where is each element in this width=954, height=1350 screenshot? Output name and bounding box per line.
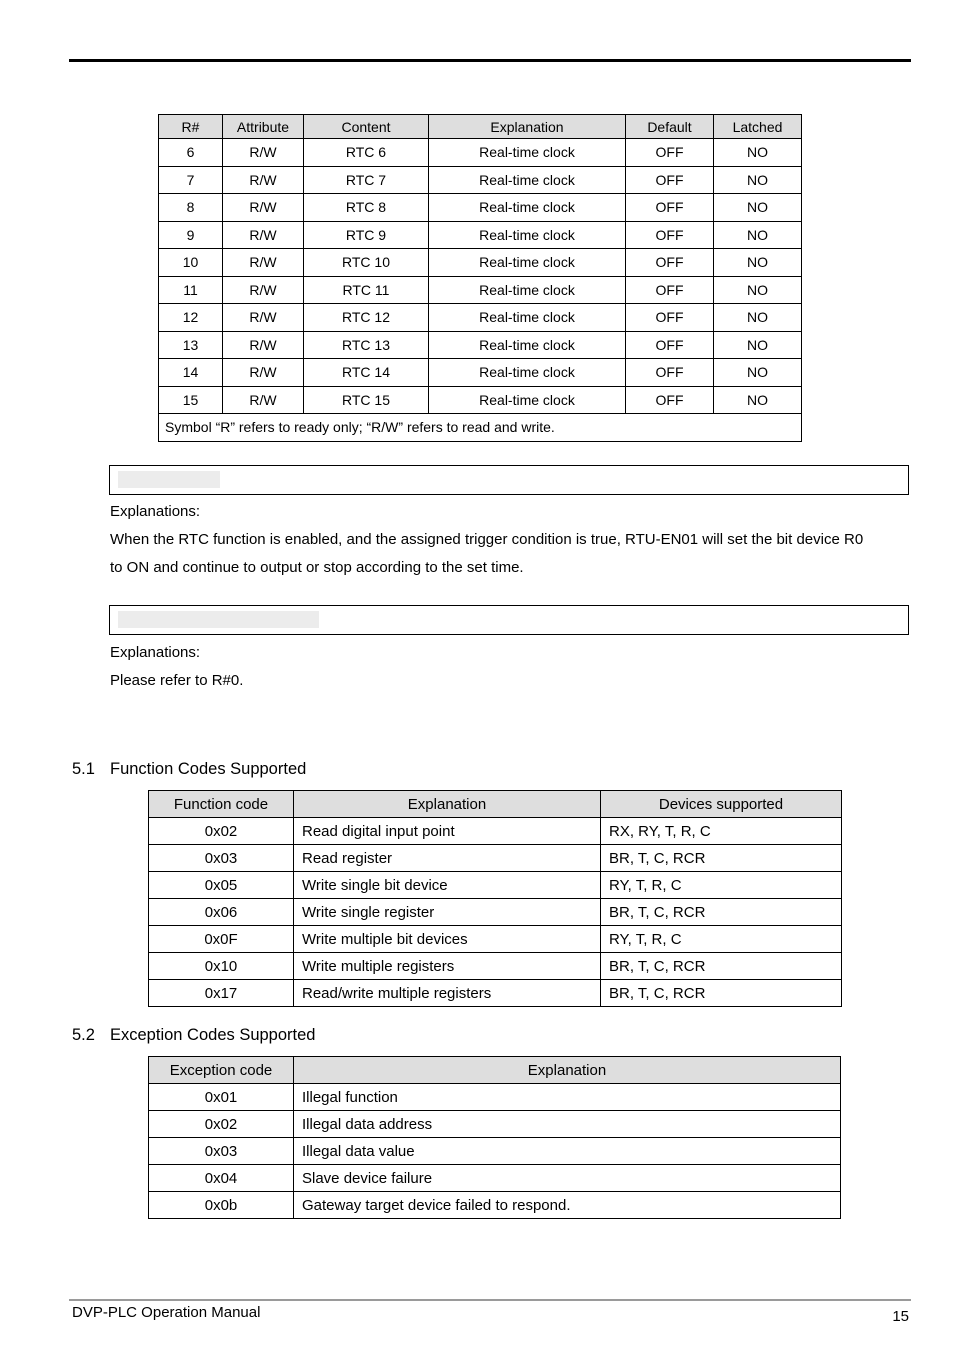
table-cell: R/W xyxy=(223,249,304,277)
table-row xyxy=(149,818,842,845)
table-cell: RTC 6 xyxy=(304,139,429,167)
section-heading-5-2 xyxy=(72,1026,315,1045)
table-row xyxy=(159,304,802,332)
table-row xyxy=(149,1084,841,1111)
column-header: Default xyxy=(626,115,714,139)
table-cell: Real-time clock xyxy=(429,304,626,332)
table-row xyxy=(149,926,842,953)
table-cell: Slave device failure xyxy=(294,1165,841,1192)
table-cell: RTC 12 xyxy=(304,304,429,332)
table-cell: OFF xyxy=(626,221,714,249)
table-row xyxy=(159,331,802,359)
table-cell: Illegal data value xyxy=(294,1138,841,1165)
table-cell: 11 xyxy=(159,276,223,304)
table-cell: Real-time clock xyxy=(429,331,626,359)
table-cell: RTC 11 xyxy=(304,276,429,304)
table-row xyxy=(159,249,802,277)
explanation-text: to ON and continue to output or stop according to the set time. xyxy=(110,559,524,576)
table-cell: R/W xyxy=(223,194,304,222)
table-cell: OFF xyxy=(626,304,714,332)
page-number: 15 xyxy=(892,1308,909,1325)
register-title-box xyxy=(109,605,909,635)
explanation-text: When the RTC function is enabled, and the assigned trigger condition is true, RTU-EN01 will set the bit device R0 xyxy=(110,531,864,548)
section-title: Function Codes Supported xyxy=(110,760,307,778)
table-cell: 0x02 xyxy=(149,1111,294,1138)
table-cell: Read register xyxy=(294,845,601,872)
table-header-row xyxy=(159,115,802,139)
table-row xyxy=(159,139,802,167)
table-row xyxy=(159,276,802,304)
table-cell: OFF xyxy=(626,276,714,304)
header-rule xyxy=(69,59,911,62)
table-cell: Real-time clock xyxy=(429,249,626,277)
table-header-row xyxy=(149,1057,841,1084)
footer-title: DVP-PLC Operation Manual xyxy=(72,1304,261,1321)
table-cell: Real-time clock xyxy=(429,166,626,194)
table-cell: 15 xyxy=(159,386,223,414)
table-cell: RTC 15 xyxy=(304,386,429,414)
column-header: Attribute xyxy=(223,115,304,139)
table-cell: NO xyxy=(714,276,802,304)
table-cell: 7 xyxy=(159,166,223,194)
table-cell: Gateway target device failed to respond. xyxy=(294,1192,841,1219)
table-row xyxy=(159,166,802,194)
section-heading-5-1 xyxy=(72,760,306,779)
explanation-text: Please refer to R#0. xyxy=(110,672,244,689)
table-cell: RTC 10 xyxy=(304,249,429,277)
table-row xyxy=(149,1111,841,1138)
section-title: Exception Codes Supported xyxy=(110,1026,316,1044)
table-cell: 8 xyxy=(159,194,223,222)
table-cell: OFF xyxy=(626,331,714,359)
table-cell: R/W xyxy=(223,139,304,167)
table-cell: OFF xyxy=(626,166,714,194)
table-cell: 0x02 xyxy=(149,818,294,845)
table-cell: 12 xyxy=(159,304,223,332)
table-cell: OFF xyxy=(626,139,714,167)
table-cell: BR, T, C, RCR xyxy=(601,899,842,926)
table-cell: 0x05 xyxy=(149,872,294,899)
table-cell: 0x01 xyxy=(149,1084,294,1111)
column-header: Explanation xyxy=(429,115,626,139)
table-cell: NO xyxy=(714,139,802,167)
table-cell: Write single bit device xyxy=(294,872,601,899)
table-cell: Read digital input point xyxy=(294,818,601,845)
table-cell: NO xyxy=(714,331,802,359)
table-cell: 0x0b xyxy=(149,1192,294,1219)
table-cell: NO xyxy=(714,359,802,387)
table-cell: 0x06 xyxy=(149,899,294,926)
table-cell: 9 xyxy=(159,221,223,249)
explanations-label: Explanations: xyxy=(110,503,201,520)
table-cell: Real-time clock xyxy=(429,276,626,304)
column-header: Latched xyxy=(714,115,802,139)
section-number: 5.1 xyxy=(72,760,95,778)
table-cell: Write single register xyxy=(294,899,601,926)
table-cell: Real-time clock xyxy=(429,221,626,249)
table-cell: NO xyxy=(714,166,802,194)
table-cell: NO xyxy=(714,221,802,249)
table-cell: R/W xyxy=(223,386,304,414)
title-placeholder xyxy=(118,471,220,488)
table-cell: 14 xyxy=(159,359,223,387)
table-cell: 0x04 xyxy=(149,1165,294,1192)
table-row xyxy=(159,386,802,414)
table-cell: Illegal data address xyxy=(294,1111,841,1138)
table-row xyxy=(149,1165,841,1192)
table-row xyxy=(149,980,842,1007)
column-header: Explanation xyxy=(294,1057,841,1084)
table-cell: Illegal function xyxy=(294,1084,841,1111)
table-row xyxy=(159,221,802,249)
rtc-register-table xyxy=(158,114,802,442)
table-cell: BR, T, C, RCR xyxy=(601,845,842,872)
table-row xyxy=(149,953,842,980)
table-cell: RTC 13 xyxy=(304,331,429,359)
table-cell: OFF xyxy=(626,194,714,222)
title-placeholder xyxy=(118,611,319,628)
table-header-row xyxy=(149,791,842,818)
table-cell: Real-time clock xyxy=(429,139,626,167)
footer-rule xyxy=(69,1299,911,1301)
table-cell: Read/write multiple registers xyxy=(294,980,601,1007)
table-cell: RTC 8 xyxy=(304,194,429,222)
table-note-row xyxy=(159,414,802,442)
table-cell: NO xyxy=(714,386,802,414)
table-cell: R/W xyxy=(223,331,304,359)
table-cell: Real-time clock xyxy=(429,359,626,387)
table-cell: 6 xyxy=(159,139,223,167)
table-cell: R/W xyxy=(223,221,304,249)
table-cell: RX, RY, T, R, C xyxy=(601,818,842,845)
table-cell: R/W xyxy=(223,359,304,387)
table-cell: NO xyxy=(714,304,802,332)
column-header: Function code xyxy=(149,791,294,818)
table-cell: RTC 7 xyxy=(304,166,429,194)
table-row xyxy=(149,1138,841,1165)
table-cell: 0x03 xyxy=(149,845,294,872)
section-number: 5.2 xyxy=(72,1026,95,1044)
table-cell: R/W xyxy=(223,166,304,194)
table-cell: OFF xyxy=(626,386,714,414)
table-cell: 10 xyxy=(159,249,223,277)
table-cell: R/W xyxy=(223,304,304,332)
exception-codes-table xyxy=(148,1056,841,1219)
register-title-box xyxy=(109,465,909,495)
function-codes-table xyxy=(148,790,842,1007)
table-cell: Real-time clock xyxy=(429,194,626,222)
column-header: Exception code xyxy=(149,1057,294,1084)
table-cell: NO xyxy=(714,249,802,277)
table-cell: R/W xyxy=(223,276,304,304)
table-cell: BR, T, C, RCR xyxy=(601,953,842,980)
explanations-label: Explanations: xyxy=(110,644,201,661)
table-cell: 0x03 xyxy=(149,1138,294,1165)
table-cell: 0x0F xyxy=(149,926,294,953)
table-row xyxy=(149,1192,841,1219)
table-cell: RY, T, R, C xyxy=(601,926,842,953)
table-cell: BR, T, C, RCR xyxy=(601,980,842,1007)
table-row xyxy=(159,359,802,387)
table-cell: 13 xyxy=(159,331,223,359)
table-cell: RTC 9 xyxy=(304,221,429,249)
table-note: Symbol “R” refers to ready only; “R/W” refers to read and write. xyxy=(159,414,802,442)
table-cell: Real-time clock xyxy=(429,386,626,414)
column-header: Devices supported xyxy=(601,791,842,818)
table-row xyxy=(149,845,842,872)
table-row xyxy=(149,872,842,899)
table-cell: OFF xyxy=(626,249,714,277)
table-cell: OFF xyxy=(626,359,714,387)
table-cell: RY, T, R, C xyxy=(601,872,842,899)
table-cell: RTC 14 xyxy=(304,359,429,387)
table-cell: NO xyxy=(714,194,802,222)
table-row xyxy=(159,194,802,222)
column-header: Content xyxy=(304,115,429,139)
table-cell: 0x10 xyxy=(149,953,294,980)
table-cell: Write multiple bit devices xyxy=(294,926,601,953)
table-row xyxy=(149,899,842,926)
column-header: R# xyxy=(159,115,223,139)
table-cell: 0x17 xyxy=(149,980,294,1007)
column-header: Explanation xyxy=(294,791,601,818)
table-cell: Write multiple registers xyxy=(294,953,601,980)
